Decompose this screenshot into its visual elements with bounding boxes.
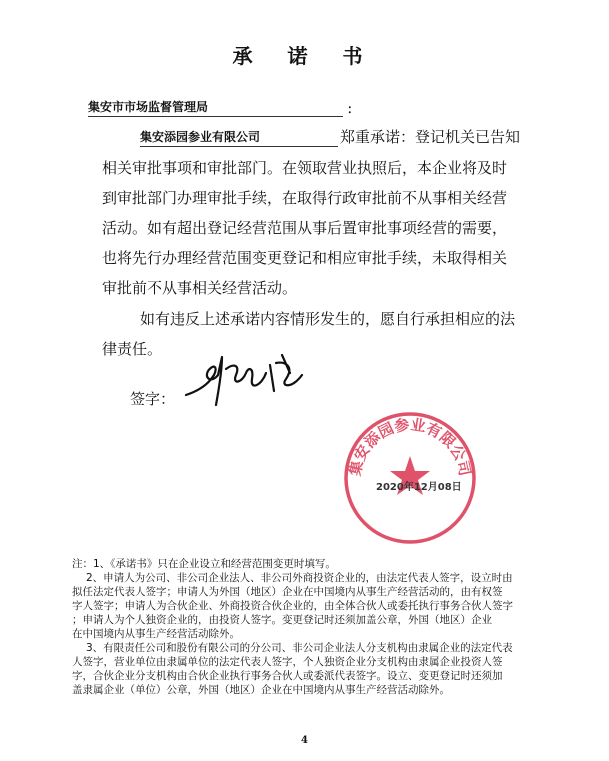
body-line-5: 也将先行办理经营范围变更登记和相应审批手续，未取得相关: [102, 249, 508, 267]
note-line-5: ；申请人为个人独资企业的，由投资人签字。变更登记时还须加盖公章，外国（地区）企业: [72, 614, 492, 626]
body-line-4: 活动。如有超出登记经营范围从事后置审批事项经营的需要，: [102, 219, 508, 237]
body-line-6: 审批前不从事相关经营活动。: [102, 279, 298, 297]
note-line-7: 3、有限责任公司和股份有限公司的分公司、非公司企业法人分支机构由隶属企业的法定代表: [86, 642, 513, 654]
seal-date: 2020年12月08日: [376, 482, 462, 493]
body-line-2: 相关审批事项和审批部门。在领取营业执照后，本企业将及时: [102, 159, 508, 177]
note-line-8: 人签字，营业单位由隶属单位的法定代表人签字，个人独资企业分支机构由隶属企业投资人签: [72, 656, 503, 668]
note-line-1: 注：1、《承诺书》只在企业设立和经营范围变更时填写。: [72, 558, 336, 570]
note-line-4: 字人签字；申请人为合伙企业、外商投资合伙企业的，由全体合伙人或委托执行事务合伙人签字: [72, 600, 513, 612]
company-name: 集安添园参业有限公司: [140, 128, 338, 147]
seal-text: 集安添园参业有限公司: [345, 415, 475, 478]
body-line-8: 律责任。: [102, 340, 163, 358]
note-line-3: 拟任法定代表人签字；申请人为外国（地区）企业在中国境内从事生产经营活动的，由有权签: [72, 586, 503, 598]
recipient-colon: ：: [347, 102, 360, 116]
recipient-line: [88, 98, 359, 117]
body-line-1-text: 郑重承诺：登记机关已告知: [340, 128, 521, 146]
note-line-6: 在中国境内从事生产经营活动除外。: [72, 628, 240, 640]
body-line-3: 到审批部门办理审批手续，在取得行政审批前不从事相关经营: [102, 189, 508, 207]
body-line-1: [140, 126, 520, 147]
note-line-10: 盖隶属企业（单位）公章，外国（地区）企业在中国境内从事生产经营活动除外。: [72, 684, 450, 696]
recipient-name: 集安市市场监督管理局: [88, 98, 343, 117]
note-line-9: 字，合伙企业分支机构由合伙企业执行事务合伙人或委派代表签字。设立、变更登记时还须加: [72, 670, 503, 682]
page-number: 4: [301, 735, 308, 746]
body-line-7: 如有违反上述承诺内容情形发生的，愿自行承担相应的法: [140, 310, 516, 328]
note-line-2: 2、申请人为公司、非公司企业法人、非公司外商投资企业的，由法定代表人签字，设立时由: [86, 572, 513, 584]
handwritten-signature: [178, 345, 318, 415]
page-title: 承 诺 书: [232, 44, 377, 68]
signature-label: 签字：: [130, 390, 176, 408]
